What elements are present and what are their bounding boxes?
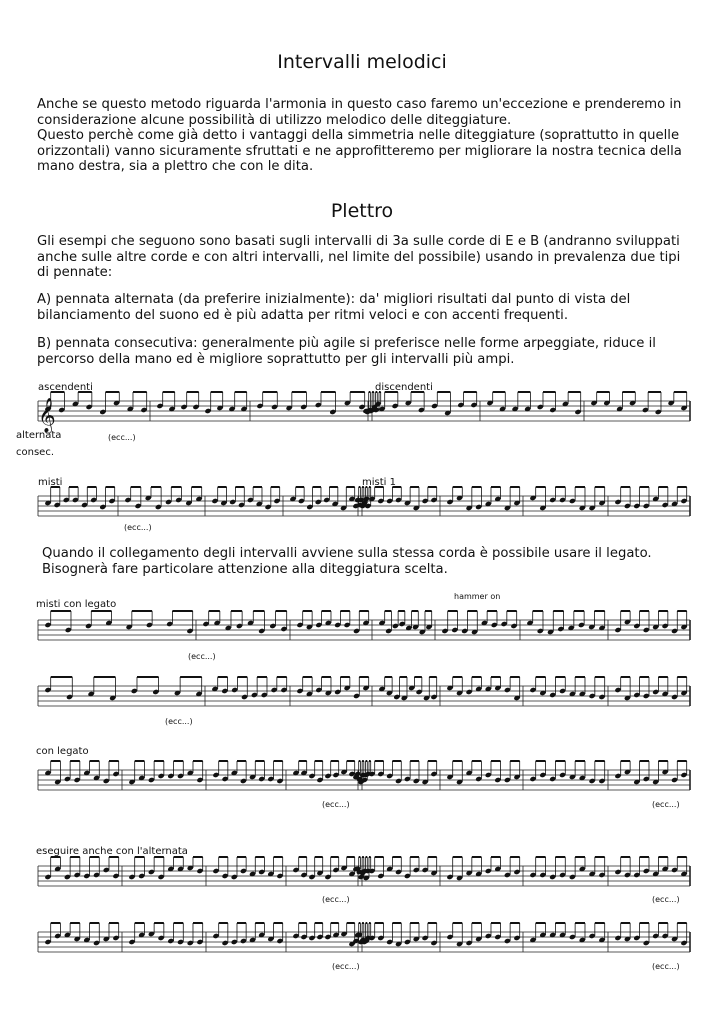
label-consec: consec. xyxy=(16,447,54,458)
treble-clef-icon: 𝄞 xyxy=(38,398,56,433)
label-discendenti: discendenti xyxy=(375,382,433,393)
plettro-paragraph: Gli esempi che seguono sono basati sugli intervalli di 3a sulle corde di E e B (andranno sviluppati anche sulle altre corde e con altri intervalli, nel limite del possibile) usando in prevalenza due tipi di pennate: xyxy=(37,234,681,280)
label-con-legato: con legato xyxy=(36,746,89,757)
alternata-paragraph: A) pennata alternata (da preferire inizialmente): da' migliori risultati dal punto di vista del bilanciamento del suono ed è più adatta per ritmi veloci e con accenti frequenti. xyxy=(37,292,631,323)
label-misti1: misti 1 xyxy=(362,477,396,488)
ecc-row5a: (ecc...) xyxy=(322,800,350,809)
ecc-row3: (ecc...) xyxy=(188,652,216,661)
page-title: Intervalli melodici xyxy=(277,51,447,73)
ecc-row5b: (ecc...) xyxy=(652,800,680,809)
ecc-row2: (ecc...) xyxy=(124,523,152,532)
label-hammer-on: hammer on xyxy=(454,592,501,601)
intro-paragraph-1: Anche se questo metodo riguarda l'armonia in questo caso faremo un'eccezione e prenderemo in considerazione alcune possibilità di utilizzo melodico delle diteggiature. xyxy=(37,97,682,128)
legato-paragraph: Quando il collegamento degli intervalli avviene sulla stessa corda è possibile usare il legato. Bisognerà fare particolare attenzione alla diteggiatura scelta. xyxy=(42,546,652,577)
ecc-row7a: (ecc...) xyxy=(332,962,360,971)
ecc-row7b: (ecc...) xyxy=(652,962,680,971)
ecc-row4: (ecc...) xyxy=(165,717,193,726)
label-misti-legato: misti con legato xyxy=(36,599,117,610)
consecutiva-paragraph: B) pennata consecutiva: generalmente più agile si preferisce nelle forme arpeggiate, riduce il percorso della mano ed è migliore soprattutto per gli intervalli più ampi. xyxy=(37,336,656,367)
section-title: Plettro xyxy=(330,200,394,222)
label-alternata: alternata xyxy=(16,430,62,441)
label-misti: misti xyxy=(38,477,63,488)
ecc-row6b: (ecc...) xyxy=(652,895,680,904)
ecc-row6a: (ecc...) xyxy=(322,895,350,904)
label-ascendenti: ascendenti xyxy=(38,382,93,393)
ecc-row1: (ecc...) xyxy=(108,433,136,442)
intro-paragraph-2: Questo perchè come già detto i vantaggi della simmetria nelle diteggiature (soprattutto in quelle orizzontali) vanno sicuramente sfruttati e ne approfitteremo per migliorare la nostra tecnica della mano destra, sia a plettro che con le dita. xyxy=(37,128,682,174)
label-eseguire: eseguire anche con l'alternata xyxy=(36,846,188,857)
